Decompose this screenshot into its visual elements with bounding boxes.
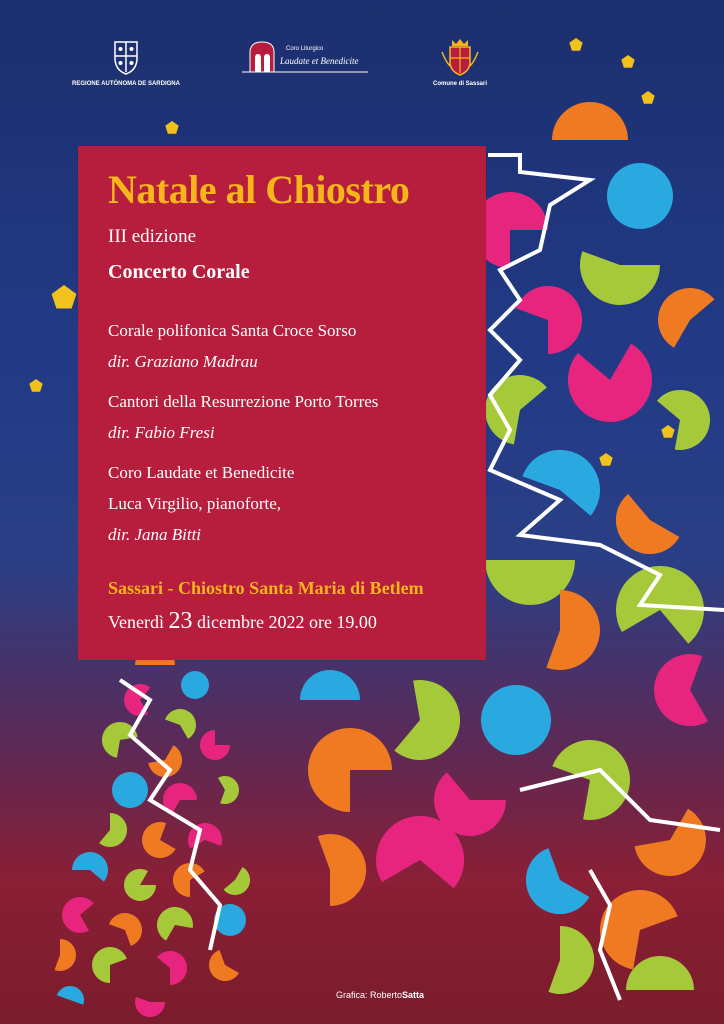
choir-3-pianist: Luca Virgilio, pianoforte, bbox=[108, 494, 282, 513]
star-decoration bbox=[165, 121, 178, 134]
date-weekday: Venerdì bbox=[108, 612, 164, 632]
pie-ornament bbox=[552, 102, 628, 140]
choir-3-director: dir. Jana Bitti bbox=[108, 525, 202, 544]
pie-ornament bbox=[607, 163, 673, 229]
pie-ornament bbox=[57, 986, 84, 1005]
pie-ornament bbox=[181, 671, 209, 699]
pie-ornament bbox=[148, 745, 182, 777]
event-card bbox=[78, 146, 486, 660]
pie-ornament bbox=[318, 834, 366, 906]
pie-ornament bbox=[300, 670, 360, 700]
star-decoration bbox=[569, 38, 582, 51]
pie-ornament bbox=[157, 951, 187, 985]
star-decoration bbox=[52, 285, 77, 309]
pie-ornament bbox=[657, 390, 710, 450]
event-title: Natale al Chiostro bbox=[108, 167, 410, 212]
comune-logo bbox=[420, 38, 500, 87]
pie-ornament bbox=[209, 950, 239, 981]
pie-ornament bbox=[157, 907, 193, 941]
graphic-credit bbox=[336, 990, 424, 1000]
pie-ornament bbox=[308, 728, 392, 812]
pie-ornament bbox=[92, 947, 127, 983]
star-decoration bbox=[661, 425, 674, 438]
choir-2-director: dir. Fabio Fresi bbox=[108, 423, 215, 442]
date-day: 23 bbox=[168, 608, 193, 634]
pie-ornament bbox=[568, 344, 652, 422]
pie-ornament bbox=[516, 286, 582, 354]
star-decoration bbox=[29, 379, 42, 392]
star-decoration bbox=[621, 55, 634, 68]
choir-3-name: Coro Laudate et Benedicite bbox=[108, 463, 295, 482]
pie-ornament bbox=[522, 450, 600, 516]
date-rest: dicembre 2022 ore 19.00 bbox=[196, 612, 377, 632]
sassari-coat-of-arms-icon bbox=[440, 38, 480, 76]
pie-ornament bbox=[112, 772, 148, 808]
pie-ornament bbox=[654, 654, 708, 726]
coro-caption-small: Coro Liturgico bbox=[286, 46, 324, 52]
sardinia-coat-of-arms-icon bbox=[111, 38, 141, 76]
star-decoration bbox=[641, 91, 654, 104]
pie-ornament bbox=[99, 813, 127, 847]
star-decoration bbox=[599, 453, 612, 466]
pie-ornament bbox=[135, 997, 165, 1017]
pie-ornament bbox=[124, 869, 156, 901]
pie-ornament bbox=[165, 709, 196, 739]
date-line bbox=[108, 608, 377, 635]
pie-ornament bbox=[124, 684, 150, 716]
pie-ornament bbox=[485, 375, 547, 444]
pie-ornament bbox=[224, 867, 251, 895]
pie-ornament bbox=[635, 809, 706, 876]
choir-1-name: Corale polifonica Santa Croce Sorso bbox=[108, 321, 357, 340]
choir-2-name: Cantori della Resurrezione Porto Torres bbox=[108, 392, 379, 411]
pie-ornament bbox=[55, 939, 77, 971]
comune-caption: Comune di Sassari bbox=[432, 81, 488, 87]
venue-label: Sassari - Chiostro Santa Maria di Betlem bbox=[108, 578, 424, 598]
pie-ornament bbox=[72, 852, 108, 882]
pie-ornament bbox=[394, 680, 460, 760]
regione-logo bbox=[72, 38, 180, 87]
pie-ornament bbox=[616, 494, 679, 554]
coro-logo bbox=[238, 38, 372, 79]
pie-ornament bbox=[62, 897, 94, 933]
pie-ornament bbox=[526, 848, 590, 914]
credit-prefix: Grafica: Roberto bbox=[336, 990, 403, 1000]
edition-label: III edizione bbox=[108, 226, 197, 247]
pie-ornament bbox=[548, 926, 594, 994]
pie-ornament bbox=[200, 730, 230, 760]
regione-caption: REGIONE AUTÒNOMA DE SARDIGNA bbox=[72, 81, 180, 87]
pie-ornament bbox=[546, 590, 600, 670]
pie-ornament bbox=[218, 776, 239, 804]
coro-caption-script: Laudate et Benedicite bbox=[280, 56, 359, 66]
pie-ornament bbox=[580, 251, 660, 305]
pie-ornament bbox=[481, 685, 551, 755]
pie-ornament bbox=[142, 822, 176, 858]
pie-ornament bbox=[658, 288, 714, 348]
credit-surname: Satta bbox=[402, 990, 425, 1000]
pie-ornament bbox=[109, 913, 142, 946]
choir-1-director: dir. Graziano Madrau bbox=[108, 352, 258, 371]
concert-subtitle: Concerto Corale bbox=[108, 261, 250, 283]
pie-ornament bbox=[626, 956, 694, 990]
